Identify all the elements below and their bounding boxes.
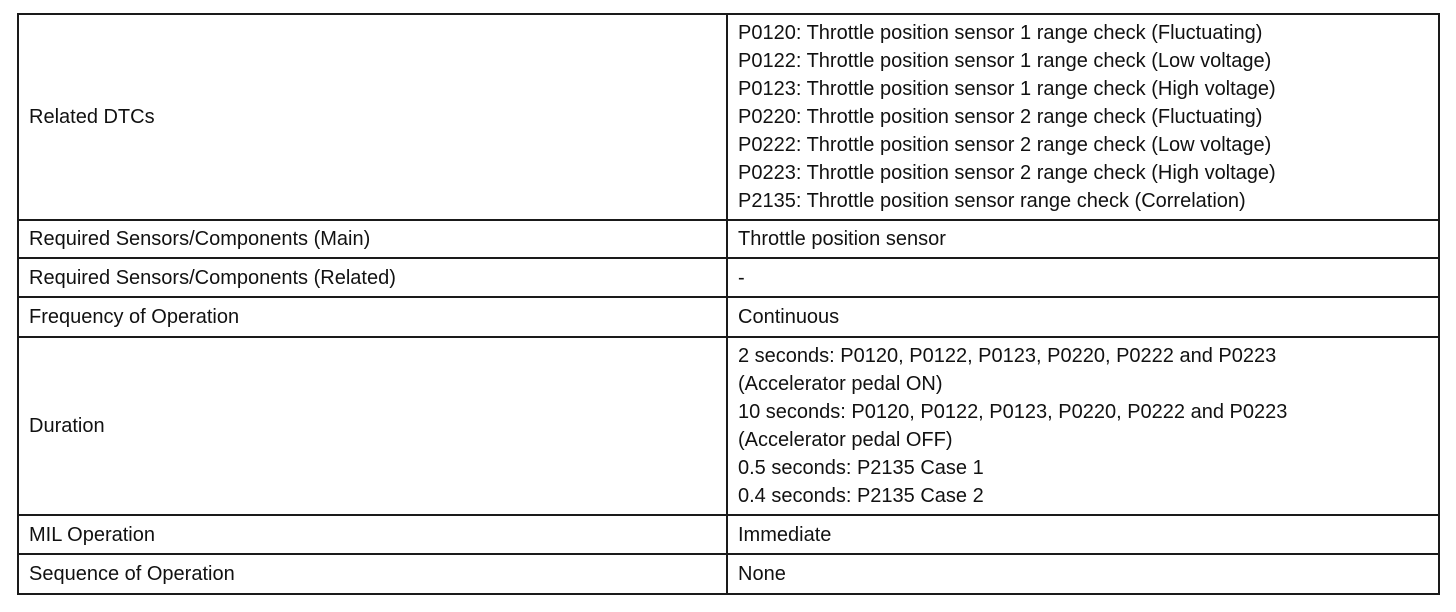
spec-table-body <box>18 14 1439 594</box>
table-row-required-main <box>18 220 1439 258</box>
table-row-duration <box>18 337 1439 515</box>
dtc-line: P0123: Throttle position sensor 1 range check (High voltage) <box>738 78 1276 100</box>
duration-label: Duration <box>18 337 727 515</box>
dtc-line: P0222: Throttle position sensor 2 range check (Low voltage) <box>738 134 1272 156</box>
duration-line: 2 seconds: P0120, P0122, P0123, P0220, P0222 and P0223 <box>738 345 1277 367</box>
dtc-line: P0223: Throttle position sensor 2 range check (High voltage) <box>738 162 1276 184</box>
related-dtcs-value <box>727 14 1439 220</box>
required-main-label: Required Sensors/Components (Main) <box>18 220 727 258</box>
duration-line: (Accelerator pedal OFF) <box>738 429 953 451</box>
table-row-related-dtcs <box>18 14 1439 220</box>
sequence-value: None <box>727 554 1439 594</box>
dtc-line: P0220: Throttle position sensor 2 range check (Fluctuating) <box>738 106 1263 128</box>
duration-value <box>727 337 1439 515</box>
duration-line: (Accelerator pedal ON) <box>738 373 943 395</box>
related-dtcs-label: Related DTCs <box>18 14 727 220</box>
table-row-sequence <box>18 554 1439 594</box>
frequency-value: Continuous <box>727 297 1439 337</box>
duration-line: 0.4 seconds: P2135 Case 2 <box>738 485 984 507</box>
dtc-line: P0120: Throttle position sensor 1 range check (Fluctuating) <box>738 22 1263 44</box>
mil-operation-label: MIL Operation <box>18 515 727 554</box>
table-row-frequency <box>18 297 1439 337</box>
table-row-required-related <box>18 258 1439 297</box>
duration-line: 0.5 seconds: P2135 Case 1 <box>738 457 984 479</box>
monitor-spec-table <box>17 13 1440 595</box>
dtc-line: P2135: Throttle position sensor range check (Correlation) <box>738 190 1246 212</box>
sequence-label: Sequence of Operation <box>18 554 727 594</box>
mil-operation-value: Immediate <box>727 515 1439 554</box>
dtc-line: P0122: Throttle position sensor 1 range check (Low voltage) <box>738 50 1272 72</box>
table-row-mil-operation <box>18 515 1439 554</box>
duration-line: 10 seconds: P0120, P0122, P0123, P0220, P0222 and P0223 <box>738 401 1288 423</box>
required-related-value: - <box>727 258 1439 297</box>
required-main-value: Throttle position sensor <box>727 220 1439 258</box>
frequency-label: Frequency of Operation <box>18 297 727 337</box>
required-related-label: Required Sensors/Components (Related) <box>18 258 727 297</box>
